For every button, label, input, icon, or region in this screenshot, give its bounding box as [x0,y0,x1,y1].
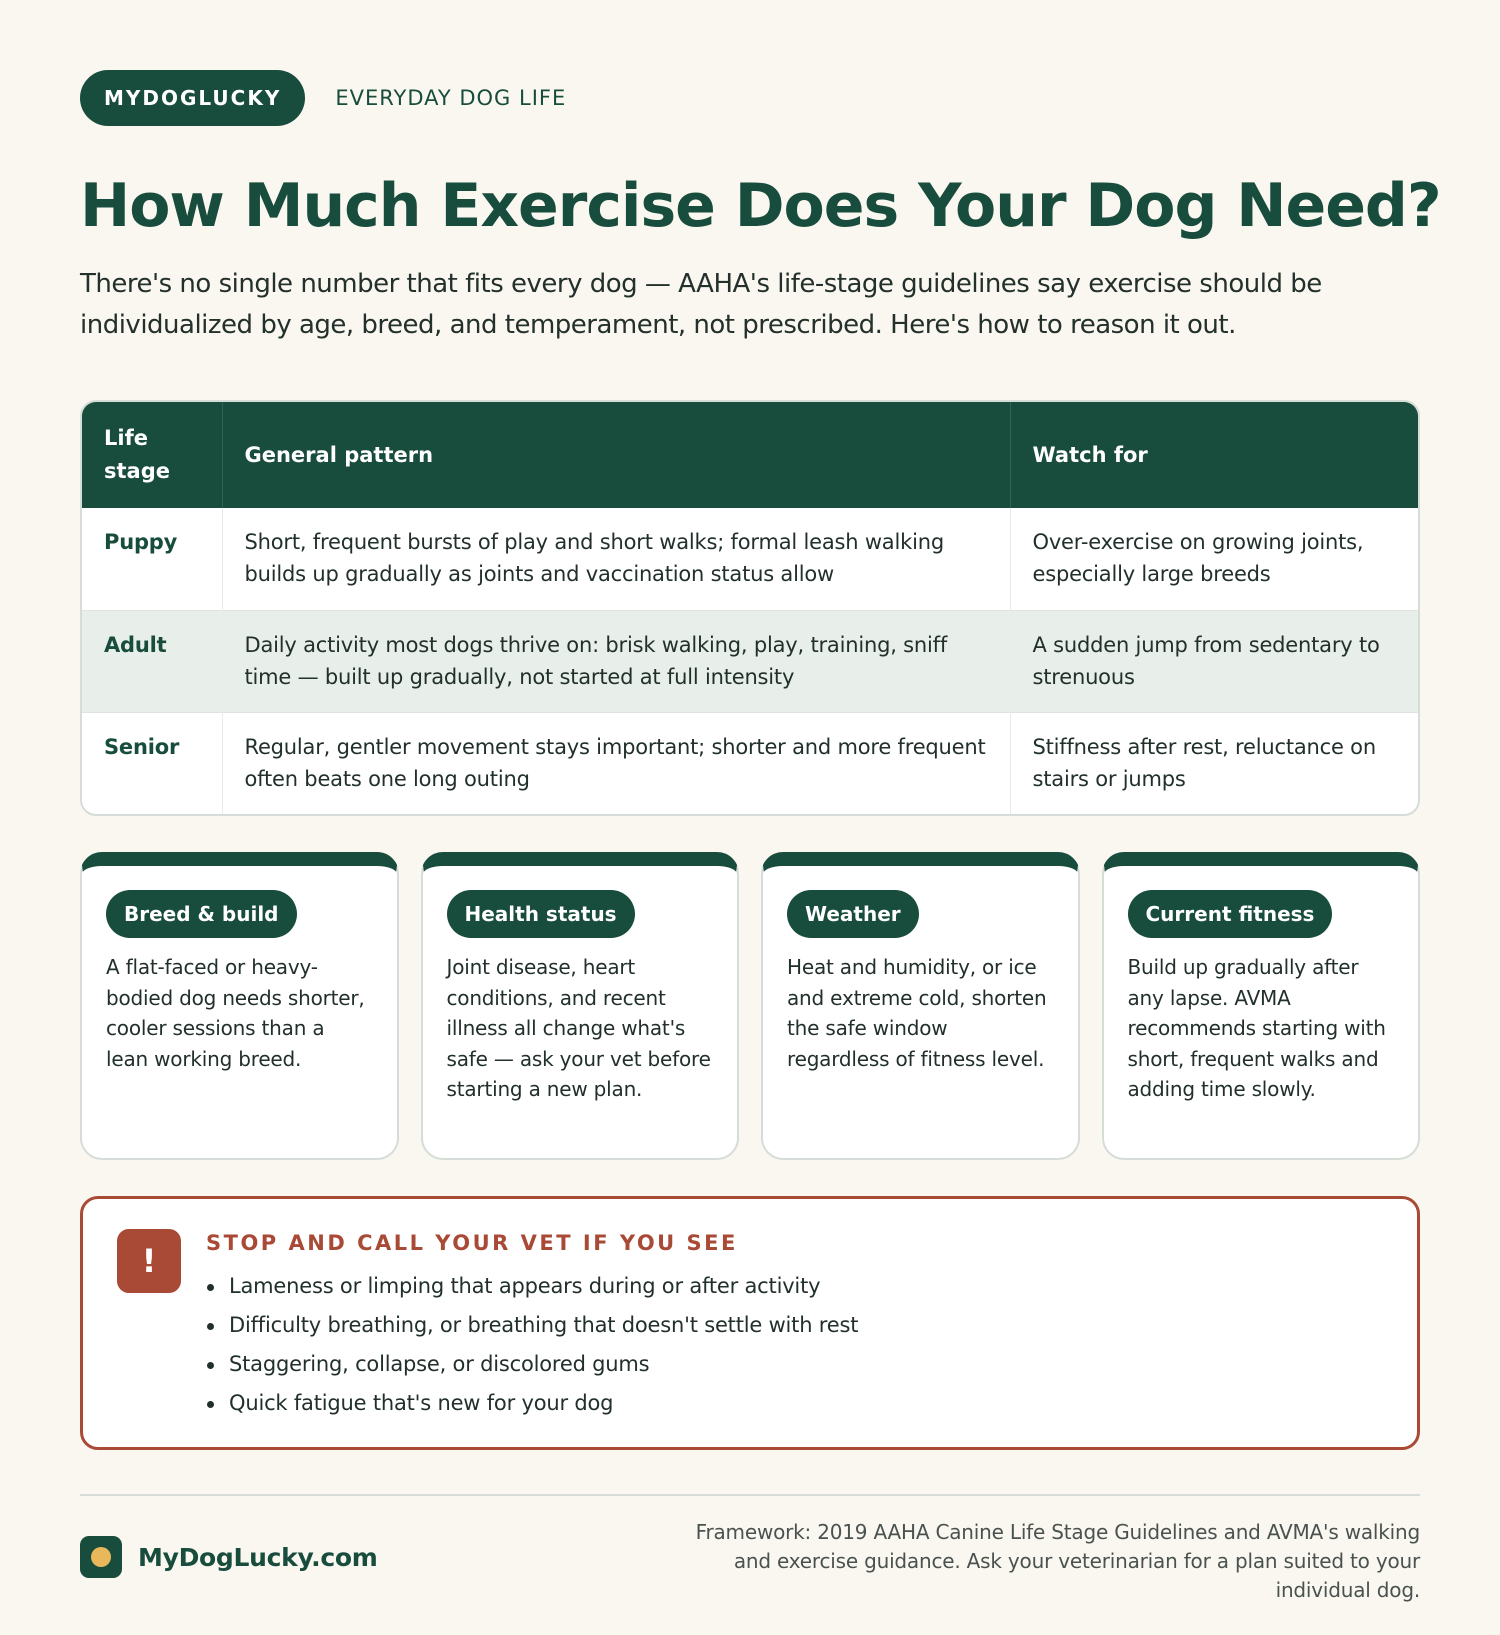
factor-text: A flat-faced or heavy-bodied dog needs shorter, cooler sessions than a lean working breed. [106,955,365,1071]
source-footnote: Framework: 2019 AAHA Canine Life Stage Guidelines and AVMA's walking and exercise guidance. Ask your veterinarian for a plan suited to your individual dog. [695,1520,1420,1602]
list-item: Quick fatigue that's new for your dog [229,1384,858,1423]
infographic-page [80,70,1441,1602]
factor-card-health [421,852,740,1160]
list-item: Difficulty breathing, or breathing that doesn't settle with rest [229,1306,858,1345]
factor-text: Joint disease, heart conditions, and recent illness all change what's safe — ask your vet before starting a new plan. [446,955,711,1101]
stage-cell: Adult [82,610,222,712]
brand-pill[interactable]: MYDOGLUCKY [80,70,305,126]
watch-cell: A sudden jump from sedentary to strenuous [1010,610,1420,712]
column-header-watch-for: Watch for [1010,402,1420,508]
factor-text: Heat and humidity, or ice and extreme cold, shorten the safe window regardless of fitness level. [787,955,1047,1071]
factor-label: Breed & build [106,890,297,938]
list-item: Lameness or limping that appears during or after activity [229,1267,858,1306]
factor-card-breed [80,852,399,1160]
factor-card-fitness [1102,852,1421,1160]
table-row-adult [82,610,1420,712]
factor-text: Build up gradually after any lapse. AVMA recommends starting with short, frequent walks and adding time slowly. [1127,955,1386,1101]
watch-cell: Over-exercise on growing joints, especially large breeds [1010,508,1420,610]
watch-cell: Stiffness after rest, reluctance on stairs or jumps [1010,712,1420,814]
list-item: Staggering, collapse, or discolored gums [229,1345,858,1384]
column-header-life-stage: Life stage [82,402,222,508]
table-header-row [82,402,1420,508]
factor-label: Current fitness [1128,890,1333,938]
pattern-cell: Daily activity most dogs thrive on: brisk walking, play, training, sniff time — built up gradually, not started at full intensity [222,610,1010,712]
site-name[interactable]: MyDogLucky.com [138,1542,378,1572]
warning-list [229,1267,858,1423]
section-tagline[interactable]: EVERYDAY DOG LIFE [335,86,567,110]
pattern-cell: Short, frequent bursts of play and short walks; formal leash walking builds up gradually as joints and vaccination status allow [222,508,1010,610]
column-header-general-pattern: General pattern [222,402,1010,508]
page-title: How Much Exercise Does Your Dog Need? [80,171,1441,241]
table-row-puppy [82,508,1420,610]
factor-cards [80,852,1420,1160]
exclamation-icon: ! [117,1229,181,1293]
life-stage-table [80,400,1420,816]
site-logo[interactable] [80,1536,378,1578]
table-row-senior [82,712,1420,814]
stage-cell: Puppy [104,530,178,554]
factor-label: Health status [447,890,635,938]
logo-icon [80,1536,122,1578]
vet-warning-box [80,1196,1420,1450]
stage-cell: Senior [82,712,222,814]
warning-title: STOP AND CALL YOUR VET IF YOU SEE [206,1231,738,1255]
brand-bar [80,70,1420,126]
factor-card-weather [761,852,1080,1160]
pattern-cell: Regular, gentler movement stays important; shorter and more frequent often beats one long outing [222,712,1010,814]
factor-label: Weather [787,890,919,938]
page-subtitle: There's no single number that fits every dog — AAHA's life-stage guidelines say exercise should be individualized by age, breed, and temperament, not prescribed. Here's how to reason it out. [80,269,1322,340]
footer [80,1496,1420,1602]
